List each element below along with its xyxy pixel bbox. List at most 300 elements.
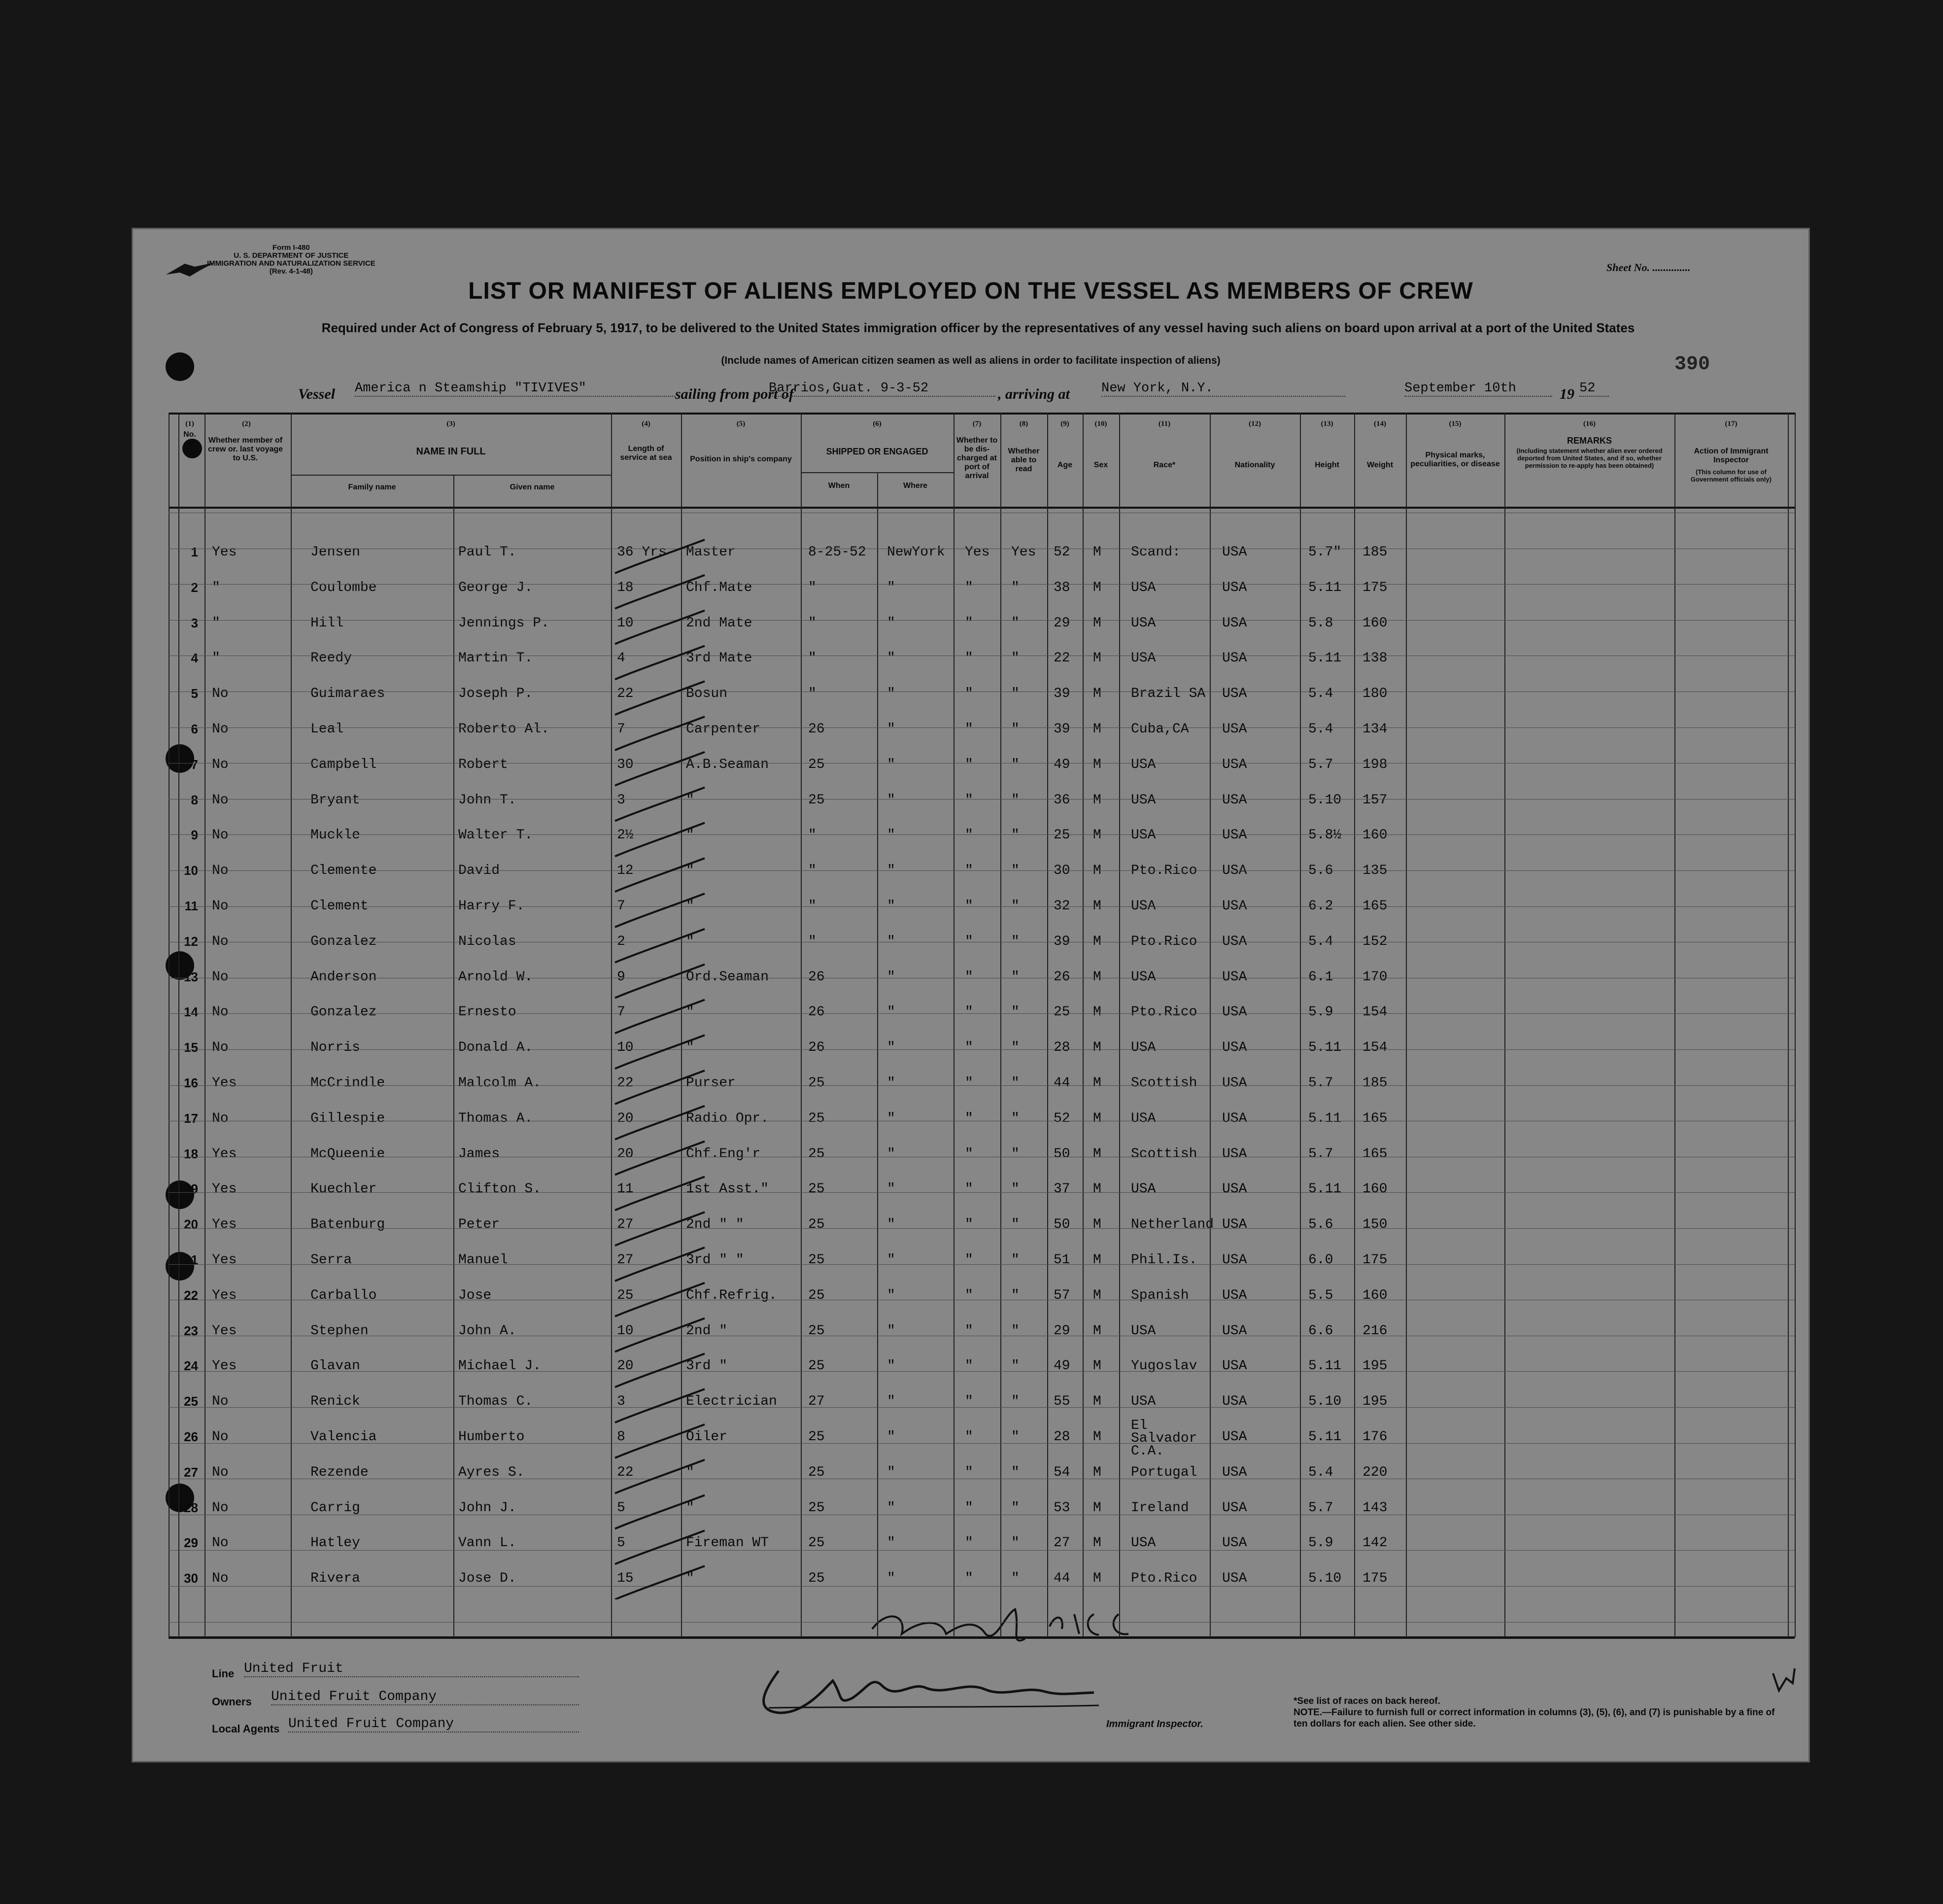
discharged-cell: ": [965, 1004, 973, 1020]
height-cell: 5.11: [1308, 1040, 1342, 1056]
sex-cell: M: [1093, 722, 1101, 737]
read-cell: ": [1011, 1500, 1020, 1516]
height-cell: 5.10: [1308, 1394, 1342, 1410]
shipped-where-cell: ": [887, 1358, 895, 1374]
race-cell: El Salvador C.A.: [1131, 1418, 1197, 1459]
weight-cell: 138: [1363, 651, 1388, 666]
service-cell: 18: [617, 580, 634, 595]
nationality-cell: USA: [1222, 828, 1247, 843]
race-note: *See list of races on back hereof.: [1294, 1696, 1440, 1706]
given-name-cell: George J.: [458, 580, 533, 595]
service-cell: 20: [617, 1110, 634, 1126]
race-cell: Scottish: [1131, 1146, 1197, 1162]
service-cell: 7: [617, 1004, 625, 1020]
column-divider: [801, 413, 802, 1637]
height-cell: 5.4: [1308, 1464, 1333, 1480]
race-cell: USA: [1131, 1394, 1156, 1410]
age-cell: 52: [1054, 545, 1070, 560]
shipped-when-cell: ": [808, 899, 817, 914]
age-cell: 54: [1054, 1464, 1070, 1480]
family-name-cell: Carballo: [310, 1287, 377, 1303]
nationality-cell: USA: [1222, 1323, 1247, 1339]
check-stroke: [615, 717, 705, 750]
check-stroke: [615, 1247, 705, 1281]
weight-cell: 142: [1363, 1535, 1388, 1551]
shipped-where-cell: ": [887, 1287, 895, 1303]
shipped-where-cell: ": [887, 1075, 895, 1091]
check-stroke: [615, 823, 705, 856]
age-cell: 26: [1054, 969, 1070, 985]
row-rule: [169, 727, 1795, 728]
col-header-height: Height: [1315, 461, 1339, 469]
race-cell: USA: [1131, 1181, 1156, 1197]
check-stroke: [615, 1283, 705, 1316]
agents-label: Local Agents: [212, 1723, 280, 1735]
check-stroke: [615, 1530, 705, 1564]
check-stroke: [615, 1000, 705, 1033]
vessel-name: America n Steamship "TIVIVES": [355, 381, 675, 397]
read-cell: ": [1011, 828, 1020, 843]
check-stroke: [615, 1353, 705, 1387]
service-cell: 22: [617, 1464, 634, 1480]
given-name-cell: Jose D.: [458, 1571, 516, 1587]
shipped-when-cell: 25: [808, 1358, 825, 1374]
discharged-cell: ": [965, 1217, 973, 1233]
col-header-remarks-note: (Including statement whether alien ever ordered deported from United States, and if so, whether permission to re-apply has been obtained): [1516, 447, 1663, 469]
table-top-border: [169, 413, 1795, 415]
shipped-where-cell: ": [887, 1535, 895, 1551]
nationality-cell: USA: [1222, 934, 1247, 949]
service-check-strokes: [606, 515, 734, 1599]
age-cell: 50: [1054, 1146, 1070, 1162]
row-rule: [169, 1085, 1795, 1086]
height-cell: 5.11: [1308, 1358, 1342, 1374]
inspector-label: Immigrant Inspector.: [1106, 1719, 1203, 1730]
owners-value: United Fruit Company: [271, 1689, 579, 1705]
family-name-cell: Gonzalez: [310, 1004, 377, 1020]
race-cell: Scand:: [1131, 545, 1181, 560]
sex-cell: M: [1093, 1217, 1101, 1233]
family-name-cell: Batenburg: [310, 1217, 385, 1233]
check-stroke: [615, 1071, 705, 1104]
given-name-cell: Martin T.: [458, 651, 533, 666]
given-name-cell: Jennings P.: [458, 615, 549, 631]
col-num-3: (3): [446, 420, 455, 428]
column-divider: [1300, 413, 1301, 1637]
age-cell: 52: [1054, 1110, 1070, 1126]
member-cell: No: [212, 1040, 229, 1056]
member-cell: Yes: [212, 1323, 237, 1339]
given-name-cell: Robert: [458, 757, 508, 772]
given-name-cell: Donald A.: [458, 1040, 533, 1056]
family-name-cell: Hatley: [310, 1535, 360, 1551]
read-cell: ": [1011, 863, 1020, 879]
shipped-when-cell: 25: [808, 1287, 825, 1303]
arrival-date: September 10th: [1404, 381, 1552, 397]
row-number-cell: 8: [191, 792, 198, 807]
height-cell: 5.9: [1308, 1004, 1333, 1020]
given-name-cell: Thomas C.: [458, 1394, 533, 1410]
shipped-when-cell: 25: [808, 792, 825, 808]
member-cell: Yes: [212, 1217, 237, 1233]
shipped-when-cell: 25: [808, 1110, 825, 1126]
sex-cell: M: [1093, 1394, 1101, 1410]
sex-cell: M: [1093, 1040, 1101, 1056]
member-cell: No: [212, 1464, 229, 1480]
weight-cell: 185: [1363, 545, 1388, 560]
sex-cell: M: [1093, 1146, 1101, 1162]
family-name-cell: Bryant: [310, 792, 360, 808]
read-cell: ": [1011, 1040, 1020, 1056]
read-cell: ": [1011, 1535, 1020, 1551]
column-divider: [1210, 413, 1211, 1637]
position-cell: Chf.Eng'r: [686, 1146, 761, 1162]
height-cell: 6.0: [1308, 1252, 1333, 1268]
age-cell: 49: [1054, 757, 1070, 772]
sex-cell: M: [1093, 863, 1101, 879]
shipped-when-cell: ": [808, 580, 817, 595]
member-cell: ": [212, 580, 220, 595]
nationality-cell: USA: [1222, 1252, 1247, 1268]
position-cell: 2nd " ": [686, 1217, 744, 1233]
row-number-cell: 9: [191, 828, 198, 843]
age-cell: 27: [1054, 1535, 1070, 1551]
nationality-cell: USA: [1222, 1075, 1247, 1091]
race-cell: USA: [1131, 580, 1156, 595]
given-name-cell: Michael J.: [458, 1358, 542, 1374]
age-cell: 49: [1054, 1358, 1070, 1374]
read-cell: ": [1011, 1110, 1020, 1126]
nationality-cell: USA: [1222, 792, 1247, 808]
row-rule: [169, 1371, 1795, 1372]
shipped-when-cell: ": [808, 863, 817, 879]
service-cell: 7: [617, 899, 625, 914]
col-num-14: (14): [1374, 420, 1386, 428]
row-number-cell: 6: [191, 722, 198, 736]
member-cell: No: [212, 899, 229, 914]
footer-notes: [1294, 1696, 1786, 1730]
service-cell: 10: [617, 615, 634, 631]
shipped-where-cell: ": [887, 1394, 895, 1410]
sex-cell: M: [1093, 1075, 1101, 1091]
shipped-where-cell: ": [887, 686, 895, 702]
weight-cell: 165: [1363, 1146, 1388, 1162]
position-cell: 3rd Mate: [686, 651, 752, 666]
nationality-cell: USA: [1222, 863, 1247, 879]
family-name-cell: Serra: [310, 1252, 352, 1268]
sex-cell: M: [1093, 1252, 1101, 1268]
age-cell: 55: [1054, 1394, 1070, 1410]
col-header-discharged: Whether to be dis-charged at port of arrival: [956, 436, 998, 480]
nationality-cell: USA: [1222, 1287, 1247, 1303]
shipped-where-cell: ": [887, 1323, 895, 1339]
inspector-signature: [749, 1661, 1104, 1725]
family-name-cell: Guimaraes: [310, 686, 385, 702]
shipped-when-cell: 25: [808, 1252, 825, 1268]
shipped-when-cell: ": [808, 934, 817, 949]
height-cell: 5.6: [1308, 863, 1333, 879]
given-name-cell: John A.: [458, 1323, 516, 1339]
discharged-cell: ": [965, 1181, 973, 1197]
nationality-cell: USA: [1222, 1358, 1247, 1374]
nationality-cell: USA: [1222, 1464, 1247, 1480]
member-cell: Yes: [212, 1252, 237, 1268]
page-title: LIST OR MANIFEST OF ALIENS EMPLOYED ON THE VESSEL AS MEMBERS OF CREW: [468, 278, 1473, 304]
shipped-when-cell: 8-25-52: [808, 545, 866, 560]
race-cell: USA: [1131, 1040, 1156, 1056]
check-stroke: [615, 965, 705, 998]
row-number-cell: 1: [191, 545, 198, 559]
service-cell: 9: [617, 969, 625, 985]
check-stroke: [615, 1177, 705, 1210]
service-cell: 22: [617, 1075, 634, 1091]
shipped-when-cell: 25: [808, 1146, 825, 1162]
service-cell: 30: [617, 757, 634, 772]
read-cell: Yes: [1011, 545, 1036, 560]
nationality-cell: USA: [1222, 1217, 1247, 1233]
member-cell: No: [212, 1571, 229, 1587]
manifest-sheet: [133, 229, 1808, 1761]
given-name-cell: Vann L.: [458, 1535, 516, 1551]
height-cell: 5.4: [1308, 722, 1333, 737]
position-cell: ": [686, 828, 694, 843]
position-cell: Carpenter: [686, 722, 761, 737]
column-divider: [1788, 413, 1789, 1637]
service-cell: 10: [617, 1040, 634, 1056]
position-cell: Electrician: [686, 1394, 777, 1410]
position-cell: ": [686, 1464, 694, 1480]
line-label: Line: [212, 1667, 235, 1680]
row-rule: [169, 834, 1795, 835]
column-divider: [1047, 413, 1048, 1637]
col-num-4: (4): [642, 420, 650, 428]
form-revision: (Rev. 4-1-48): [269, 267, 313, 276]
shipped-when-cell: 25: [808, 1535, 825, 1551]
row-number-cell: 25: [184, 1394, 198, 1409]
given-name-cell: John T.: [458, 792, 516, 808]
given-name-cell: Peter: [458, 1217, 500, 1233]
check-stroke: [615, 788, 705, 821]
shipped-where-cell: ": [887, 580, 895, 595]
nationality-cell: USA: [1222, 1004, 1247, 1020]
weight-cell: 134: [1363, 722, 1388, 737]
col-num-17: (17): [1725, 420, 1738, 428]
sex-cell: M: [1093, 1358, 1101, 1374]
col-header-age: Age: [1057, 461, 1073, 469]
shipped-where-cell: ": [887, 1217, 895, 1233]
weight-cell: 160: [1363, 1287, 1388, 1303]
height-cell: 5.7": [1308, 545, 1342, 560]
shipped-where-cell: ": [887, 722, 895, 737]
arrival-year: 52: [1579, 381, 1609, 397]
row-number-cell: 20: [184, 1217, 198, 1232]
shipped-where-cell: ": [887, 1571, 895, 1587]
position-cell: ": [686, 1004, 694, 1020]
shipped-where-cell: ": [887, 757, 895, 772]
nationality-cell: USA: [1222, 969, 1247, 985]
check-stroke: [615, 1495, 705, 1529]
column-divider: [1406, 413, 1407, 1637]
weight-cell: 175: [1363, 580, 1388, 595]
row-number-cell: 26: [184, 1429, 198, 1444]
service-cell: 27: [617, 1252, 634, 1268]
weight-cell: 175: [1363, 1252, 1388, 1268]
nationality-cell: USA: [1222, 1110, 1247, 1126]
discharged-cell: ": [965, 1252, 973, 1268]
shipped-when-cell: ": [808, 615, 817, 631]
weight-cell: 176: [1363, 1429, 1388, 1445]
shipped-where-cell: ": [887, 1004, 895, 1020]
row-number-cell: 10: [184, 863, 198, 878]
shipped-where-cell: ": [887, 969, 895, 985]
sex-cell: M: [1093, 828, 1101, 843]
service-cell: 2: [617, 934, 625, 949]
height-cell: 5.8: [1308, 615, 1333, 631]
weight-cell: 175: [1363, 1571, 1388, 1587]
position-cell: 1st Asst.": [686, 1181, 769, 1197]
col-header-shipped: SHIPPED OR ENGAGED: [826, 447, 928, 456]
page-subtitle: Required under Act of Congress of February 5, 1917, to be delivered to the United States immigration officer by the representatives of any vessel having such aliens on board upon arrival at a port of the United States: [321, 320, 1635, 335]
height-cell: 5.5: [1308, 1287, 1333, 1303]
position-cell: Radio Opr.: [686, 1110, 769, 1126]
service-cell: 11: [617, 1181, 634, 1197]
height-cell: 5.11: [1308, 580, 1342, 595]
shipped-where-cell: ": [887, 863, 895, 879]
race-cell: Pto.Rico: [1131, 934, 1197, 949]
member-cell: No: [212, 934, 229, 949]
col-header-where: Where: [903, 482, 927, 490]
row-number-cell: 27: [184, 1464, 198, 1480]
shipped-where-cell: ": [887, 1146, 895, 1162]
row-number-cell: 12: [184, 934, 198, 949]
service-cell: 2½: [617, 828, 634, 843]
line-value: United Fruit: [244, 1661, 579, 1677]
col-header-given: Given name: [510, 483, 555, 491]
read-cell: ": [1011, 1004, 1020, 1020]
fine-note: NOTE.—Failure to furnish full or correct information in columns (3), (5), (6), and (7) is punishable by a fine of ten dollars for each alien. See other side.: [1294, 1707, 1775, 1729]
service-cell: 3: [617, 1394, 625, 1410]
shipped-where-cell: ": [887, 899, 895, 914]
column-divider: [877, 472, 878, 1637]
height-cell: 5.11: [1308, 1429, 1342, 1445]
family-name-cell: Norris: [310, 1040, 360, 1056]
sex-cell: M: [1093, 1181, 1101, 1197]
race-cell: USA: [1131, 651, 1156, 666]
age-cell: 44: [1054, 1075, 1070, 1091]
race-cell: Spanish: [1131, 1287, 1189, 1303]
col-header-sex: Sex: [1093, 461, 1108, 469]
family-name-cell: Valencia: [310, 1429, 377, 1445]
shipped-when-cell: 27: [808, 1394, 825, 1410]
row-number-cell: 3: [191, 615, 198, 630]
family-name-cell: Leal: [310, 722, 344, 737]
shipped-where-cell: ": [887, 1429, 895, 1445]
col-header-inspector-note: (This column for use of Government officials only): [1691, 468, 1772, 483]
position-cell: Purser: [686, 1075, 736, 1091]
sex-cell: M: [1093, 1287, 1101, 1303]
column-divider: [1119, 413, 1120, 1637]
col-num-10: (10): [1094, 420, 1107, 428]
shipped-where-cell: ": [887, 792, 895, 808]
nationality-cell: USA: [1222, 1535, 1247, 1551]
position-cell: Fireman WT: [686, 1535, 769, 1551]
height-cell: 5.11: [1308, 651, 1342, 666]
family-name-cell: McCrindle: [310, 1075, 385, 1091]
weight-cell: 135: [1363, 863, 1388, 879]
column-divider: [1504, 413, 1505, 1637]
check-stroke: [615, 1142, 705, 1175]
race-cell: USA: [1131, 615, 1156, 631]
race-cell: Brazil SA: [1131, 686, 1206, 702]
weight-cell: 154: [1363, 1040, 1388, 1056]
check-stroke: [615, 681, 705, 715]
age-cell: 32: [1054, 899, 1070, 914]
sex-cell: M: [1093, 651, 1101, 666]
weight-cell: 220: [1363, 1464, 1388, 1480]
age-cell: 44: [1054, 1571, 1070, 1587]
race-cell: USA: [1131, 757, 1156, 772]
read-cell: ": [1011, 1358, 1020, 1374]
col-header-service: Length of service at sea: [620, 445, 672, 462]
race-cell: Scottish: [1131, 1075, 1197, 1091]
weight-cell: 154: [1363, 1004, 1388, 1020]
discharged-cell: ": [965, 1287, 973, 1303]
nationality-cell: USA: [1222, 615, 1247, 631]
read-cell: ": [1011, 899, 1020, 914]
nationality-cell: USA: [1222, 651, 1247, 666]
nationality-cell: USA: [1222, 899, 1247, 914]
position-cell: Chf.Refrig.: [686, 1287, 777, 1303]
member-cell: No: [212, 792, 229, 808]
discharged-cell: Yes: [965, 545, 990, 560]
column-divider: [169, 413, 170, 1637]
age-cell: 30: [1054, 863, 1070, 879]
member-cell: No: [212, 757, 229, 772]
col-header-remarks: REMARKS: [1567, 436, 1612, 446]
row-number-cell: 16: [184, 1075, 198, 1090]
race-cell: Pto.Rico: [1131, 1571, 1197, 1587]
sex-cell: M: [1093, 899, 1101, 914]
col-header-physical: Physical marks, peculiarities, or disease: [1410, 451, 1500, 468]
discharged-cell: ": [965, 651, 973, 666]
weight-cell: 216: [1363, 1323, 1388, 1339]
check-stroke: [615, 1035, 705, 1069]
row-number-cell: 29: [184, 1535, 198, 1551]
member-cell: Yes: [212, 1287, 237, 1303]
age-cell: 25: [1054, 828, 1070, 843]
read-cell: ": [1011, 934, 1020, 949]
check-stroke: [615, 540, 705, 573]
read-cell: ": [1011, 1181, 1020, 1197]
race-cell: Phil.Is.: [1131, 1252, 1197, 1268]
col-num-2: (2): [242, 420, 251, 428]
instruction-text: (Include names of American citizen seamen as well as aliens in order to facilitate inspection of aliens): [721, 355, 1221, 366]
discharged-cell: ": [965, 1323, 973, 1339]
service-cell: 5: [617, 1500, 625, 1516]
height-cell: 6.1: [1308, 969, 1333, 985]
given-name-cell: Ayres S.: [458, 1464, 525, 1480]
year-prefix: 19: [1560, 386, 1574, 402]
check-stroke: [615, 1318, 705, 1352]
member-cell: No: [212, 722, 229, 737]
given-name-cell: Manuel: [458, 1252, 508, 1268]
family-name-cell: Campbell: [310, 757, 377, 772]
discharged-cell: ": [965, 686, 973, 702]
service-cell: 15: [617, 1571, 634, 1587]
sex-cell: M: [1093, 1004, 1101, 1020]
row-number-cell: 23: [184, 1323, 198, 1338]
check-stroke: [615, 646, 705, 679]
